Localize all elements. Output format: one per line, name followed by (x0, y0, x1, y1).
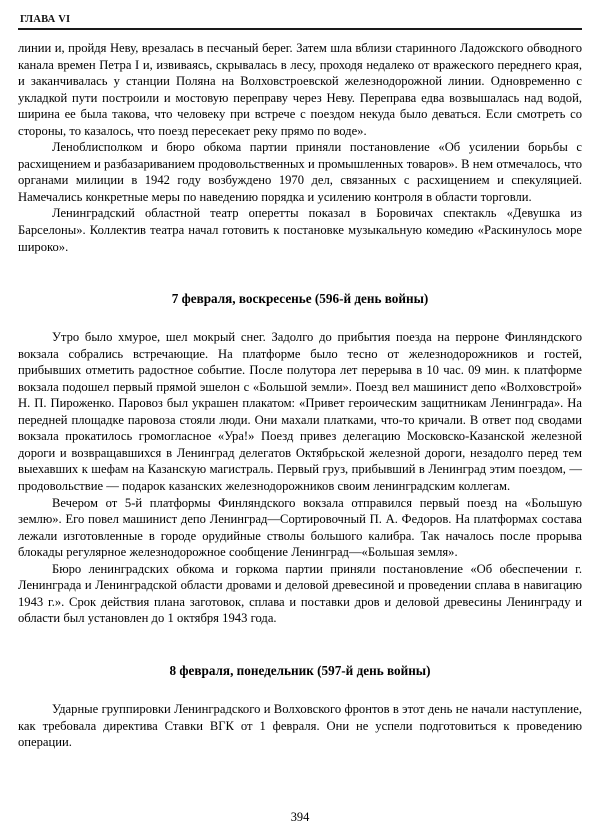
paragraph-operetta: Ленинградский областной театр оперетты показал в Боровичах спектакль «Девушка из Барселоны». Коллектив театра начал готовить к постановке музыкальную комедию «Раскинулось море широко». (18, 206, 582, 254)
text-column (18, 40, 582, 751)
paragraph-continued: линии и, пройдя Неву, врезалась в песчаный берег. Затем шла вблизи старинного Ладожского обводного канала времен Петра I и, извиваясь, скрывалась в лесу, проходя недалеко от вражеского переднего края, и заканчивалась у станции Поляна на Волховстроевской железнодорожной линии. Одновременно с укладкой пути построили и мостовую переправу через Неву. Переправа едва возвышалась над водой, ширина ее была такова, что человеку при встрече с поездом некуда было деваться. Если смотреть со стороны, то казалось, что поезд пересекает реку прямо по воде». (18, 41, 582, 138)
heading-february-8: 8 февраля, понедельник (597-й день войны) (169, 662, 431, 678)
paragraph-buro-decree: Бюро ленинградских обкома и горкома партии приняли постановление «Об обеспечении г. Ленинграда и Ленинградской области дровами и деловой древесиной и проведении сплава в навигацию 1943 г.». Срок действия плана заготовок, сплава и поставки дров и деловой древесины Ленинграду и области был установлен до 1 октября 1943 года. (18, 561, 582, 626)
spacer-after-heading-feb8 (18, 679, 582, 701)
paragraph-lenoblispolkom: Леноблисполком и бюро обкома партии приняли постановление «Об усилении борьбы с расхищением и разбазариванием продовольственных и промышленных товаров». В нем отмечалось, что органами милиции в 1942 году возбуждено 1970 дел, связанных с расхищением и спекуляцией. Намечались конкретные меры по наведению порядка и усилению контроля в области торговли. (18, 140, 582, 204)
running-head: ГЛАВА VI (20, 14, 71, 25)
spacer-before-heading-feb8 (18, 627, 582, 663)
paragraph-morning-train-arrival: Утро было хмурое, шел мокрый снег. Задолго до прибытия поезда на перроне Финляндского вокзала собрались встречающие. На платформе было тесно от железнодорожников и гостей, прибывших отметить радостное событие. После полутора лет перерыва в 10 час. 09 мин. к платформе вокзала подошел первый прямой эшелон с «Большой земли». Поезд вел машинист депо «Волховстрой» Н. П. Пироженко. Паровоз был украшен плакатом: «Привет героическим защитникам Ленинграда». На передней площадке паровоза стояли люди. Они махали платками, что-то кричали. В ответ под сводами вокзала прокатилось громогласное «Ура!» Поезд привез делегацию Московско-Казанской железной дороги и возвращавшихся в Ленинград делегатов Октябрьской железной дороги, незадолго перед тем выехавших к шефам на Казанскую магистраль. Первый груз, прибывший в Ленинград этим поездом, — продовольствие — подарок казанских железнодорожников своим ленинградским коллегам. (18, 330, 582, 494)
paragraph-shock-groups: Ударные группировки Ленинградского и Волховского фронтов в этот день не начали наступление, как требовала директива Ставки ВГК от 1 февраля. Они не успели подготовиться к проведению операции. (18, 701, 582, 750)
header-rule (18, 28, 582, 30)
heading-february-7: 7 февраля, воскресенье (596-й день войны) (171, 291, 429, 307)
spacer-after-heading-feb7 (18, 307, 582, 329)
spacer-before-heading-feb7 (18, 255, 582, 291)
paragraph-evening-train-departure: Вечером от 5-й платформы Финляндского вокзала отправился первый поезд на «Большую землю». Его повел машинист депо Ленинград—Сортировочный П. А. Федоров. На платформах состава лежали изготовленные в городе орудийные стволы большого калибра. Так началось после прорыва блокады регулярное железнодорожное сообщение Ленинград—«Большая земля». (18, 495, 582, 560)
page-number: 394 (290, 810, 310, 824)
